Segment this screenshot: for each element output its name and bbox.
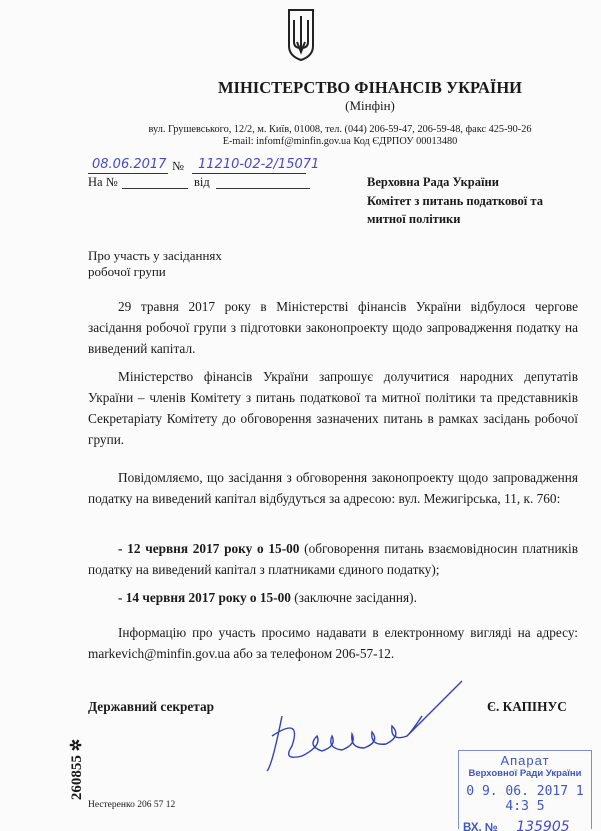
ref-number-label: На №	[88, 175, 118, 189]
paragraph-1: 29 травня 2017 року в Міністерстві фінансів України відбулося чергове засідання робочої групи з підготовки законопроекту щодо запровадження податку на виведений капітал.	[88, 299, 578, 356]
meeting-date-1: - 12 червня 2017 року о 15-00	[118, 541, 300, 556]
document-code: 260855 ✲	[69, 738, 86, 801]
registration-block	[88, 157, 363, 191]
paragraph-4: Інформацію про участь просимо надавати в електронному вигляді на адресу: markevich@minfin.gov.ua або за телефоном 206-57-12.	[88, 625, 578, 661]
addressee-line: Комітет з питань податкової та	[367, 193, 543, 208]
email-code: E-mail: infomf@minfin.gov.ua Код ЄДРПОУ 00013480	[222, 136, 458, 147]
meeting-desc-2: (заключне засідання).	[290, 590, 417, 605]
ministry-contacts	[90, 124, 590, 148]
number-label: №	[172, 159, 184, 173]
incoming-registration-stamp	[458, 750, 592, 829]
outgoing-number: 11210-02-2/15071	[198, 157, 320, 172]
addressee-line: митної політики	[367, 212, 461, 226]
subject-line: Про участь у засіданнях	[88, 248, 222, 263]
stamp-datetime: 0 9. 06. 2017 1 4:3 5	[466, 784, 584, 814]
subject	[88, 248, 222, 280]
stamp-in-number: 135905	[502, 819, 573, 831]
document-code-number: 260855	[69, 755, 86, 801]
meeting-date-2: - 14 червня 2017 року о 15-00	[118, 590, 291, 605]
executor-info: Нестеренко 206 57 12	[88, 800, 176, 810]
address: вул. Грушевського, 12/2, м. Київ, 01008, тел. (044) 206-59-47, 206-59-48, факс 425-90-26	[148, 124, 532, 135]
subject-line: робочої групи	[88, 264, 166, 279]
paragraph-2: Міністерство фінансів України запрошує долучитися народних депутатів України – членів Комітету з питань податкової та митної політики та представників Секретаріату Комітету до обговорення зазначених питань в рамках засідань робочої групи.	[88, 369, 578, 447]
ref-date-label: від	[194, 175, 210, 189]
signatory-name: Є. КАПІНУС	[487, 699, 567, 714]
stamp-line-2: Верховної Ради України	[468, 768, 582, 779]
ministry-title: МІНІСТЕРСТВО ФІНАНСІВ УКРАЇНИ	[217, 78, 523, 97]
ministry-short-name: (Мінфін)	[345, 98, 395, 113]
paragraph-3: Повідомляємо, що засідання з обговорення законопроекту щодо запровадження податку на виведений капітал відбудуться за адресою: вул. Межигірська, 11, к. 760:	[88, 470, 578, 506]
meeting-item-2	[88, 587, 578, 608]
stamp-in-label: ВХ. №	[463, 822, 498, 831]
outgoing-date: 08.06.2017	[92, 157, 167, 172]
meeting-item-1	[88, 538, 578, 580]
addressee-line: Верховна Рада України	[367, 175, 499, 189]
handwritten-signature	[262, 676, 472, 776]
stamp-line-1: Апарат	[500, 753, 550, 768]
meeting-desc-1: (обговорення питань взаємовідносин платників податку на виведений капітал з платниками єдиного податку);	[88, 541, 578, 577]
signatory-position: Державний секретар	[88, 699, 215, 714]
addressee	[367, 173, 597, 229]
coat-of-arms-icon	[287, 8, 315, 62]
